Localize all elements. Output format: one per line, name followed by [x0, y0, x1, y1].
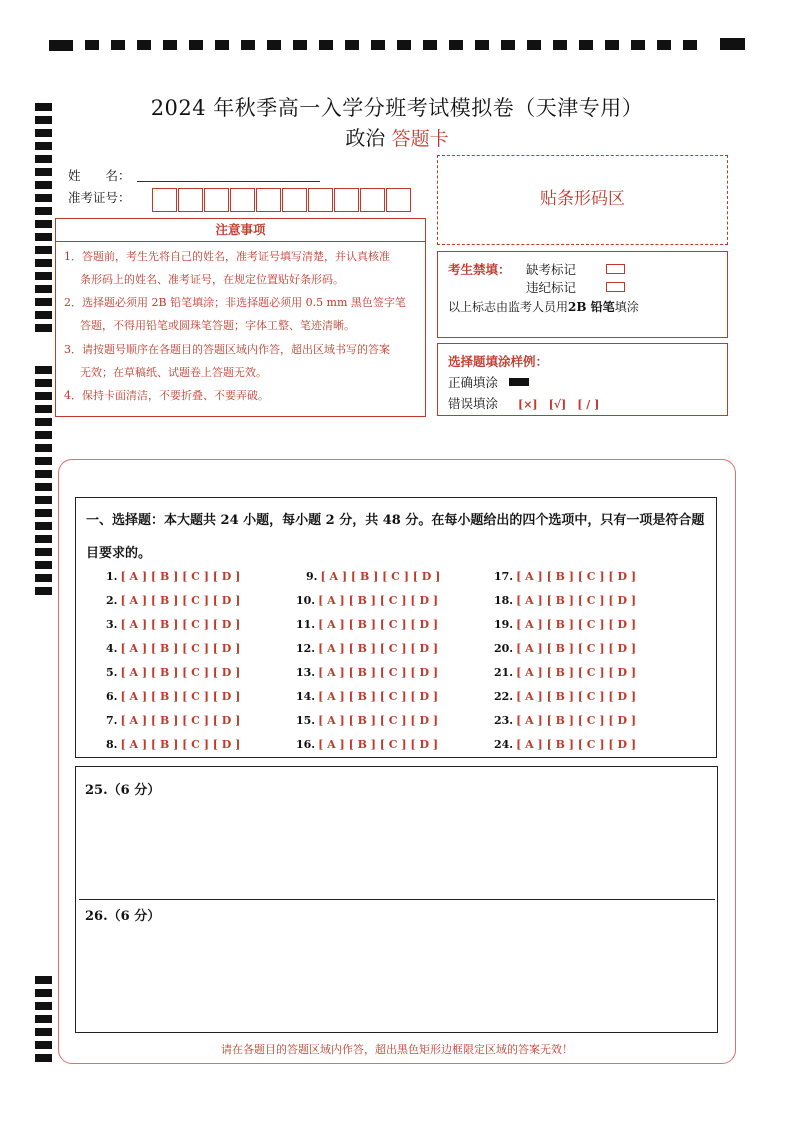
fill-sample-box: [437, 343, 728, 416]
mc-question: [106, 690, 240, 703]
proctor-note: [448, 298, 639, 315]
mc-question-number: 18.: [494, 594, 514, 607]
mc-question-number: 24.: [494, 738, 514, 751]
mc-question: [106, 666, 240, 679]
mc-option-bubbles[interactable]: [ A ] [ B ] [ C ] [ D ]: [120, 618, 241, 631]
mc-question: [494, 570, 636, 583]
mc-option-bubbles[interactable]: [ A ] [ B ] [ C ] [ D ]: [516, 738, 637, 751]
mc-question-number: 14.: [296, 690, 316, 703]
mc-question-number: 20.: [494, 642, 514, 655]
wrong-fill-label: 错误填涂: [448, 396, 499, 411]
mc-option-bubbles[interactable]: [ A ] [ B ] [ C ] [ D ]: [318, 618, 439, 631]
mc-question-number: 15.: [296, 714, 316, 727]
subject-name: 政治: [345, 126, 386, 150]
mc-question-number: 16.: [296, 738, 316, 751]
proctor-note-text: 以上标志由监考人员用: [448, 300, 569, 314]
mc-question: [494, 642, 636, 655]
mc-question: [296, 714, 438, 727]
notice-item: 无效；在草稿纸、试题卷上答题无效。: [80, 366, 267, 379]
wrong-fill-marks: [×] [√] [ / ]: [518, 398, 600, 411]
exam-id-digit-box[interactable]: [308, 188, 333, 212]
mc-question: [494, 690, 636, 703]
mc-question-number: 2.: [106, 594, 118, 607]
exam-id-digit-box[interactable]: [204, 188, 229, 212]
proctor-marks-box: [437, 251, 728, 338]
mc-question: [296, 690, 438, 703]
mc-question-number: 8.: [106, 738, 118, 751]
mc-question: [106, 738, 240, 751]
mc-option-bubbles[interactable]: [ A ] [ B ] [ C ] [ D ]: [120, 570, 241, 583]
mc-option-bubbles[interactable]: [ A ] [ B ] [ C ] [ D ]: [318, 738, 439, 751]
mc-option-bubbles[interactable]: [ A ] [ B ] [ C ] [ D ]: [318, 666, 439, 679]
mc-question: [106, 618, 240, 631]
mc-question-number: 21.: [494, 666, 514, 679]
answer-card-label: 答题卡: [391, 128, 449, 150]
mc-question-number: 11.: [296, 618, 316, 631]
mc-question-number: 17.: [494, 570, 514, 583]
mc-option-bubbles[interactable]: [ A ] [ B ] [ C ] [ D ]: [318, 594, 439, 607]
notice-item: 1．答题前，考生先将自己的姓名，准考证号填写清楚，并认真核准: [64, 250, 390, 263]
notice-item: 2．选择题必须用 2B 铅笔填涂；非选择题必须用 0.5 mm 黑色签字笔: [64, 296, 406, 309]
notice-item: 答题，不得用铅笔或圆珠笔答题；字体工整、笔迹清晰。: [80, 319, 355, 332]
footer-warning: 请在各题目的答题区域内作答，超出黑色矩形边框限定区域的答案无效！: [221, 1043, 573, 1056]
notice-box: [55, 218, 426, 417]
subject-title: [0, 122, 794, 151]
short-answer-section: [75, 766, 718, 1033]
mc-question-number: 5.: [106, 666, 118, 679]
mc-option-bubbles[interactable]: [ A ] [ B ] [ C ] [ D ]: [516, 594, 637, 607]
mc-option-bubbles[interactable]: [ A ] [ B ] [ C ] [ D ]: [120, 738, 241, 751]
violation-mark-label: 违纪标记: [526, 280, 577, 295]
mc-question: [296, 738, 438, 751]
mc-option-bubbles[interactable]: [ A ] [ B ] [ C ] [ D ]: [120, 690, 241, 703]
mc-question-number: 23.: [494, 714, 514, 727]
mc-option-bubbles[interactable]: [ A ] [ B ] [ C ] [ D ]: [120, 594, 241, 607]
mc-option-bubbles[interactable]: [ A ] [ B ] [ C ] [ D ]: [318, 642, 439, 655]
mc-option-bubbles[interactable]: [ A ] [ B ] [ C ] [ D ]: [516, 570, 637, 583]
exam-id-digit-box[interactable]: [152, 188, 177, 212]
name-label: 姓 名：: [68, 168, 131, 183]
mc-option-bubbles[interactable]: [ A ] [ B ] [ C ] [ D ]: [318, 714, 439, 727]
question-26-answer-area[interactable]: [79, 923, 715, 1028]
exam-id-digit-box[interactable]: [256, 188, 281, 212]
exam-id-digit-box[interactable]: [282, 188, 307, 212]
mc-option-bubbles[interactable]: [ A ] [ B ] [ C ] [ D ]: [120, 666, 241, 679]
mc-option-bubbles[interactable]: [ A ] [ B ] [ C ] [ D ]: [516, 618, 637, 631]
question-25-answer-area[interactable]: [79, 797, 715, 897]
mc-option-bubbles[interactable]: [ A ] [ B ] [ C ] [ D ]: [320, 570, 441, 583]
mc-question: [494, 738, 636, 751]
sample-heading: 选择题填涂样例：: [448, 354, 549, 369]
notice-item: 3．请按题号顺序在各题目的答题区域内作答，超出区域书写的答案: [64, 343, 390, 356]
mc-option-bubbles[interactable]: [ A ] [ B ] [ C ] [ D ]: [318, 690, 439, 703]
exam-id-digit-box[interactable]: [230, 188, 255, 212]
barcode-area[interactable]: 贴条形码区: [437, 155, 728, 245]
exam-id-digit-box[interactable]: [386, 188, 411, 212]
mc-question: [106, 714, 240, 727]
exam-title: 2024 年秋季高一入学分班考试模拟卷（天津专用）: [150, 96, 644, 120]
mc-question: [296, 594, 438, 607]
mc-question: [296, 642, 438, 655]
mc-question-number: 1.: [106, 570, 118, 583]
mc-question: [296, 618, 438, 631]
name-field[interactable]: [137, 181, 320, 182]
mc-question-number: 10.: [296, 594, 316, 607]
mc-question-number: 9.: [306, 570, 318, 583]
mc-question-number: 6.: [106, 690, 118, 703]
mc-instruction: 一、选择题：本大题共 24 小题，每小题 2 分，共 48 分。在每小题给出的四个选项中，只有一项是符合题目要求的。: [86, 513, 705, 561]
mc-question-number: 19.: [494, 618, 514, 631]
mc-question: [296, 666, 438, 679]
exam-id-digit-box[interactable]: [334, 188, 359, 212]
exam-id-label: 准考证号：: [68, 190, 131, 205]
filled-mark-icon: [509, 378, 529, 386]
question-26-label: 26.（6 分）: [85, 909, 161, 924]
absent-mark-label: 缺考标记: [526, 262, 577, 277]
mc-question: [106, 594, 240, 607]
notice-heading: 注意事项: [56, 219, 425, 242]
mc-option-bubbles[interactable]: [ A ] [ B ] [ C ] [ D ]: [516, 642, 637, 655]
mc-question-number: 7.: [106, 714, 118, 727]
section-divider: [79, 899, 715, 900]
exam-id-digit-box[interactable]: [360, 188, 385, 212]
absent-mark-box[interactable]: [606, 264, 625, 274]
question-25-label: 25.（6 分）: [85, 783, 161, 798]
mc-question-number: 4.: [106, 642, 118, 655]
mc-option-bubbles[interactable]: [ A ] [ B ] [ C ] [ D ]: [120, 714, 241, 727]
multiple-choice-section: [75, 497, 717, 758]
mc-question-number: 13.: [296, 666, 316, 679]
notice-item: 条形码上的姓名、准考证号，在规定位置贴好条形码。: [80, 273, 344, 286]
mc-option-bubbles[interactable]: [ A ] [ B ] [ C ] [ D ]: [516, 714, 637, 727]
mc-question-number: 3.: [106, 618, 118, 631]
mc-question: [494, 666, 636, 679]
mc-question: [306, 570, 440, 583]
mc-option-bubbles[interactable]: [ A ] [ B ] [ C ] [ D ]: [516, 690, 637, 703]
mc-question: [106, 570, 240, 583]
mc-question: [494, 594, 636, 607]
exam-id-digit-box[interactable]: [178, 188, 203, 212]
mc-question: [494, 618, 636, 631]
mc-option-bubbles[interactable]: [ A ] [ B ] [ C ] [ D ]: [516, 666, 637, 679]
proctor-note-text: 填涂: [614, 300, 639, 314]
correct-fill-label: 正确填涂: [448, 375, 499, 390]
mc-option-bubbles[interactable]: [ A ] [ B ] [ C ] [ D ]: [120, 642, 241, 655]
mc-question: [106, 642, 240, 655]
mc-question-number: 12.: [296, 642, 316, 655]
proctor-note-pencil: 2B 铅笔: [568, 300, 615, 314]
proctor-heading: 考生禁填：: [448, 262, 511, 277]
mc-question-number: 22.: [494, 690, 514, 703]
notice-item: 4．保持卡面清洁，不要折叠、不要弄破。: [64, 389, 269, 402]
violation-mark-box[interactable]: [606, 282, 625, 292]
mc-question: [494, 714, 636, 727]
